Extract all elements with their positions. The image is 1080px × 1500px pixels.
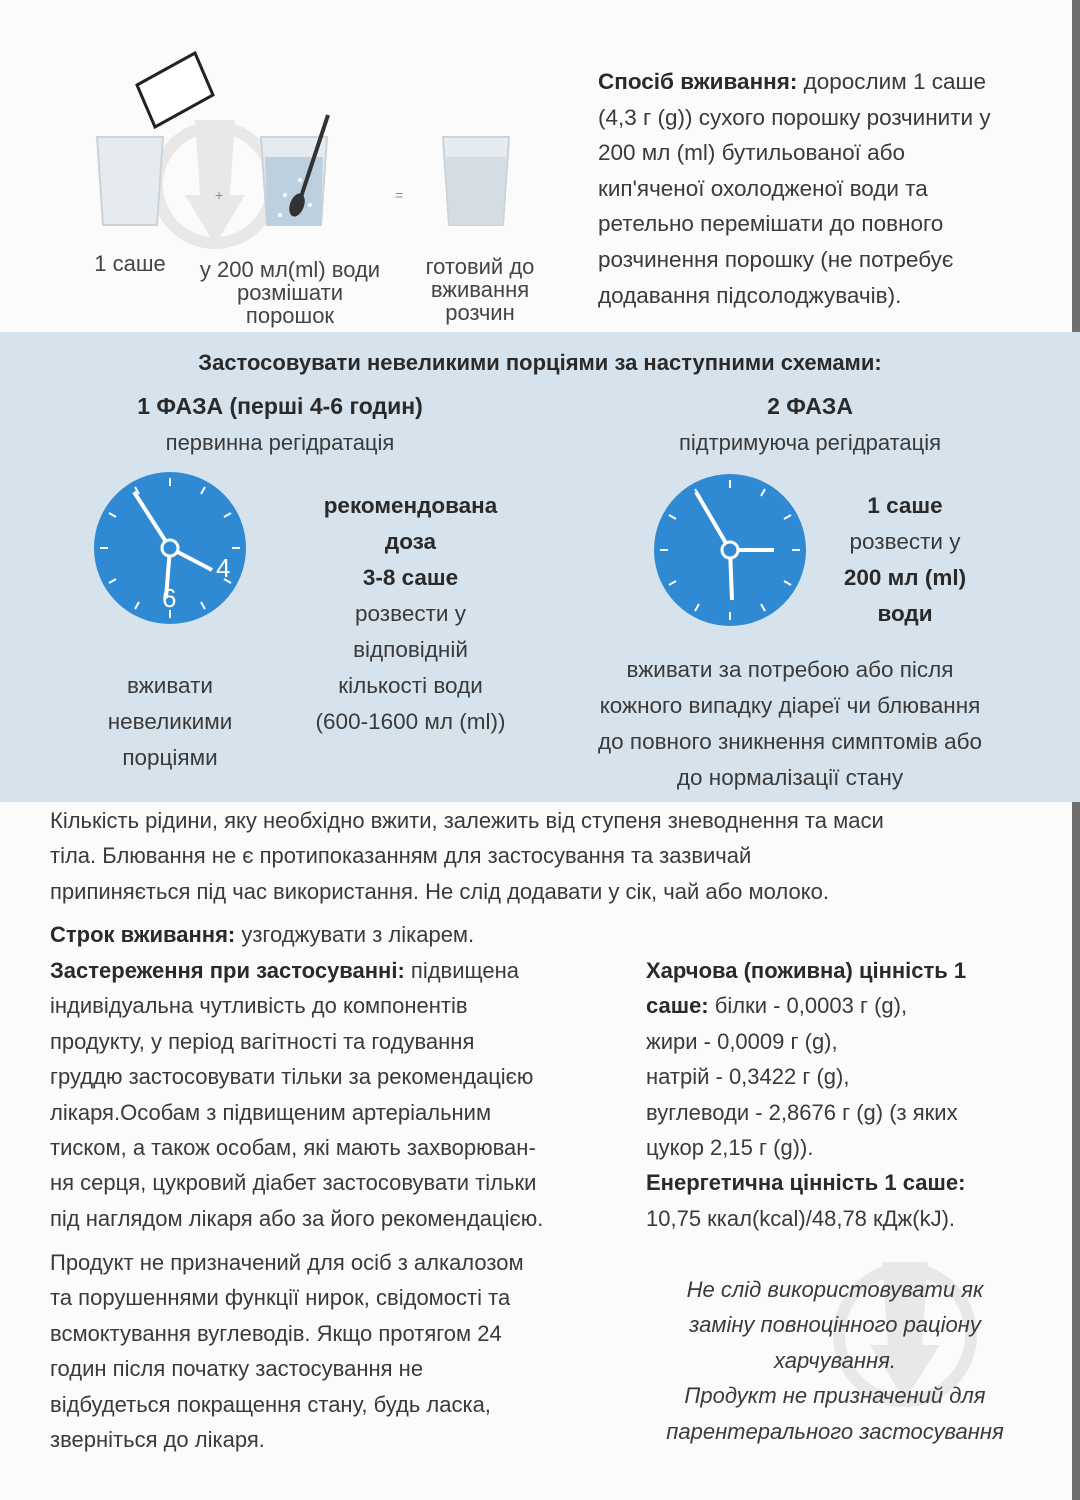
term-of-use: Строк вживання: узгоджувати з лікарем. bbox=[50, 922, 475, 947]
glass-with-spoon-icon bbox=[261, 115, 328, 225]
not-intended-paragraph: Продукт не призначений для осіб з алкалозом та порушеннями функції нирок, свідомості та всмоктування вуглеводів. Якщо протягом 24 годин після початку застосування не відбудеться покращення стану, будь ласка, зверніться до лікаря. bbox=[50, 1250, 524, 1453]
clock-phase-1-icon bbox=[92, 470, 248, 626]
phase-1-note: вживати невеликими порціями bbox=[107, 673, 233, 770]
step-3-caption: готовий до вживання розчин bbox=[425, 254, 535, 325]
phase-1-title: 1 ФАЗА (перші 4-6 годин) bbox=[137, 393, 423, 419]
empty-glass-icon bbox=[97, 137, 163, 225]
nutrition-facts: Харчова (поживна) цінність 1 саше: білки - 0,0003 г (g), жири - 0,0009 г (g), натрій - 0,3422 г (g), вуглеводи - 2,8676 г (g) (з яких цукор 2,15 г (g)). Енергетична цінність 1 саше: 10,75 ккал(kcal)/48,78 кДж(kJ). bbox=[646, 958, 967, 1231]
scheme-heading: Застосовувати невеликими порціями за наступними схемами: bbox=[198, 350, 882, 375]
phase-2-subtitle: підтримуюча регідратація bbox=[678, 430, 942, 455]
method-of-use: Спосіб вживання: дорослим 1 саше (4,3 г (g)) сухого порошку розчинити у 200 мл (ml) бутильованої або кип'яченої охолодженої води та ретельно перемішати до повного розчинення порошку (не потребує додавання підсолоджувачів). bbox=[598, 69, 991, 308]
phase-2-dose: 1 саше розвести у 200 мл (ml) води bbox=[843, 493, 967, 626]
equals-sign: = bbox=[395, 187, 404, 203]
step-1-caption: 1 саше bbox=[94, 251, 166, 276]
ready-solution-glass-icon bbox=[443, 137, 509, 225]
clock-number-4: 4 bbox=[216, 553, 231, 583]
sachet-icon bbox=[137, 53, 213, 127]
preparation-pictograms bbox=[85, 45, 555, 235]
phase-2-note: вживати за потребою або після кожного випадку діареї чи блювання до повного зникнення симптомів або до нормалізації стану bbox=[598, 657, 982, 790]
step-2-caption: у 200 мл(ml) води розмішати порошок bbox=[199, 257, 381, 328]
liquid-amount-paragraph: Кількість рідини, яку необхідно вжити, залежить від ступеня зневоднення та маси тіла. Блювання не є протипоказанням для застосування та зазвичай припиняється під час використання. Не слід додавати у сік, чай або молоко. bbox=[50, 808, 884, 904]
phase-1-dose: рекомендована доза 3-8 саше розвести у відповідній кількості води (600-1600 мл (ml)) bbox=[315, 493, 506, 734]
phase-2-title: 2 ФАЗА bbox=[767, 393, 853, 419]
clock-number-6: 6 bbox=[162, 583, 177, 613]
plus-sign: + bbox=[215, 187, 224, 203]
warnings-paragraph: Застереження при застосуванні: підвищена індивідуальна чутливість до компонентів продукту, у період вагітності та годування груддю застосовувати тільки за рекомендацією лікаря.Особам з підвищеним артеріальним тиском, а також особам, які мають захворюван- ня серця, цукровий діабет застосовувати тільки під наглядом лікаря або за його рекомендацією. bbox=[50, 958, 544, 1231]
phase-1-subtitle: первинна регідратація bbox=[165, 430, 395, 455]
clock-phase-2-icon bbox=[652, 472, 808, 628]
italic-notice: Не слід використовувати як заміну повноцінного раціону харчування. Продукт не призначений для парентерального застосування bbox=[666, 1277, 1004, 1444]
